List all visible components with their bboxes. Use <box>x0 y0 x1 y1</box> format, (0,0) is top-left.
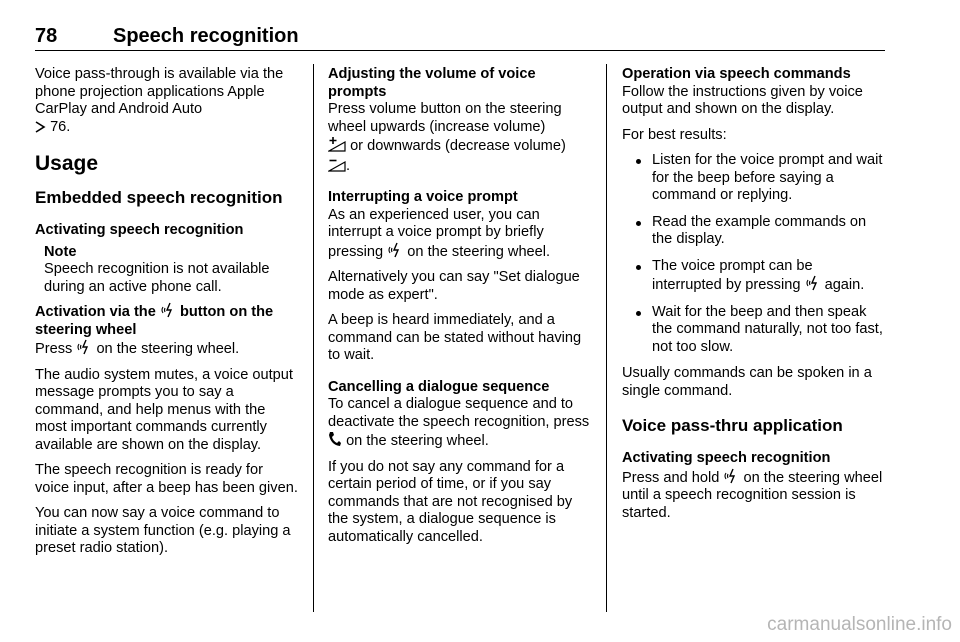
phone-icon <box>328 433 342 449</box>
voice-command-icon <box>723 470 739 486</box>
column-divider-1 <box>313 64 314 612</box>
list-item: Wait for the beep and then speak the command naturally, not too fast, not too slow. <box>622 304 886 357</box>
page-number: 78 <box>35 25 58 47</box>
page-reference[interactable]: 76. <box>50 118 71 135</box>
cancel-paragraph: To cancel a dialogue sequence and to deactivate the speech recognition, press on the steering wheel. <box>328 396 590 449</box>
column-3 <box>622 66 886 530</box>
voice-command-icon <box>76 341 92 357</box>
column-1 <box>35 66 301 566</box>
passthru-heading: Voice pass-thru application <box>622 416 843 435</box>
voice-command-icon <box>160 304 176 320</box>
press-instruction: Press on the steering wheel. <box>35 341 240 357</box>
beep-paragraph: A beep is heard immediately, and a command can be stated without having to wait. <box>328 312 582 363</box>
note-block <box>44 244 301 297</box>
note-text: Speech recognition is not available during an active phone call. <box>44 261 270 295</box>
list-item: Read the example commands on the display. <box>622 214 886 249</box>
usually-paragraph: Usually commands can be spoken in a single command. <box>622 365 872 399</box>
passthru-activating-heading: Activating speech recognition <box>622 450 831 466</box>
interrupt-heading: Interrupting a voice prompt <box>328 189 518 205</box>
cancel-heading: Cancelling a dialogue sequence <box>328 378 550 395</box>
ready-paragraph: The speech recognition is ready for voice input, after a beep has been given. <box>35 462 298 496</box>
alternative-paragraph: Alternatively you can say "Set dialogue mode as expert". <box>328 269 580 303</box>
page-header <box>35 24 885 51</box>
operation-paragraph: Follow the instructions given by voice output and shown on the display. <box>622 83 863 117</box>
timeout-paragraph: If you do not say any command for a certain period of time, or if you say commands that are not recognised by the system, a dialogue sequence is automatically cancelled. <box>328 458 573 545</box>
intro-paragraph: Voice pass-through is available via the phone projection applications Apple CarPlay and Android Auto 76. <box>35 66 284 135</box>
usage-heading: Usage <box>35 152 99 175</box>
activation-heading: Activation via the button on the steering wheel <box>35 304 274 338</box>
now-paragraph: You can now say a voice command to initiate a system function (e.g. playing a preset radio station). <box>35 505 291 556</box>
running-title: Speech recognition <box>113 25 299 47</box>
column-divider-2 <box>606 64 607 612</box>
voice-command-icon <box>387 244 403 260</box>
mutes-paragraph: The audio system mutes, a voice output message prompts you to say a command, and help menus with the most important commands currently available are shown on the display. <box>35 366 293 453</box>
press-and-hold-paragraph: Press and hold on the steering wheel until a speech recognition session is started. <box>622 469 883 521</box>
column-2 <box>328 66 594 554</box>
volume-up-icon <box>328 138 346 154</box>
reference-arrow-icon <box>35 119 50 135</box>
watermark: carmanualsonline.info <box>767 614 952 635</box>
volume-down-icon <box>328 158 346 174</box>
list-item: Listen for the voice prompt and wait for the beep before saying a command or replying. <box>622 152 886 205</box>
list-item: The voice prompt can be interrupted by pressing again. <box>622 258 886 295</box>
note-title: Note <box>44 243 77 260</box>
best-results-list <box>622 152 886 356</box>
operation-heading: Operation via speech commands <box>622 66 851 82</box>
voice-command-icon <box>805 277 821 293</box>
best-results-label: For best results: <box>622 126 727 143</box>
adjust-volume-paragraph: Press volume button on the steering wheel upwards (increase volume) or downwards (decrease volume) . <box>328 101 566 174</box>
embedded-heading: Embedded speech recognition <box>35 188 283 207</box>
interrupt-paragraph: As an experienced user, you can interrupt a voice prompt by briefly pressing on the steering wheel. <box>328 206 551 260</box>
activating-heading: Activating speech recognition <box>35 222 244 238</box>
adjust-volume-heading: Adjusting the volume of voice prompts <box>328 66 536 100</box>
